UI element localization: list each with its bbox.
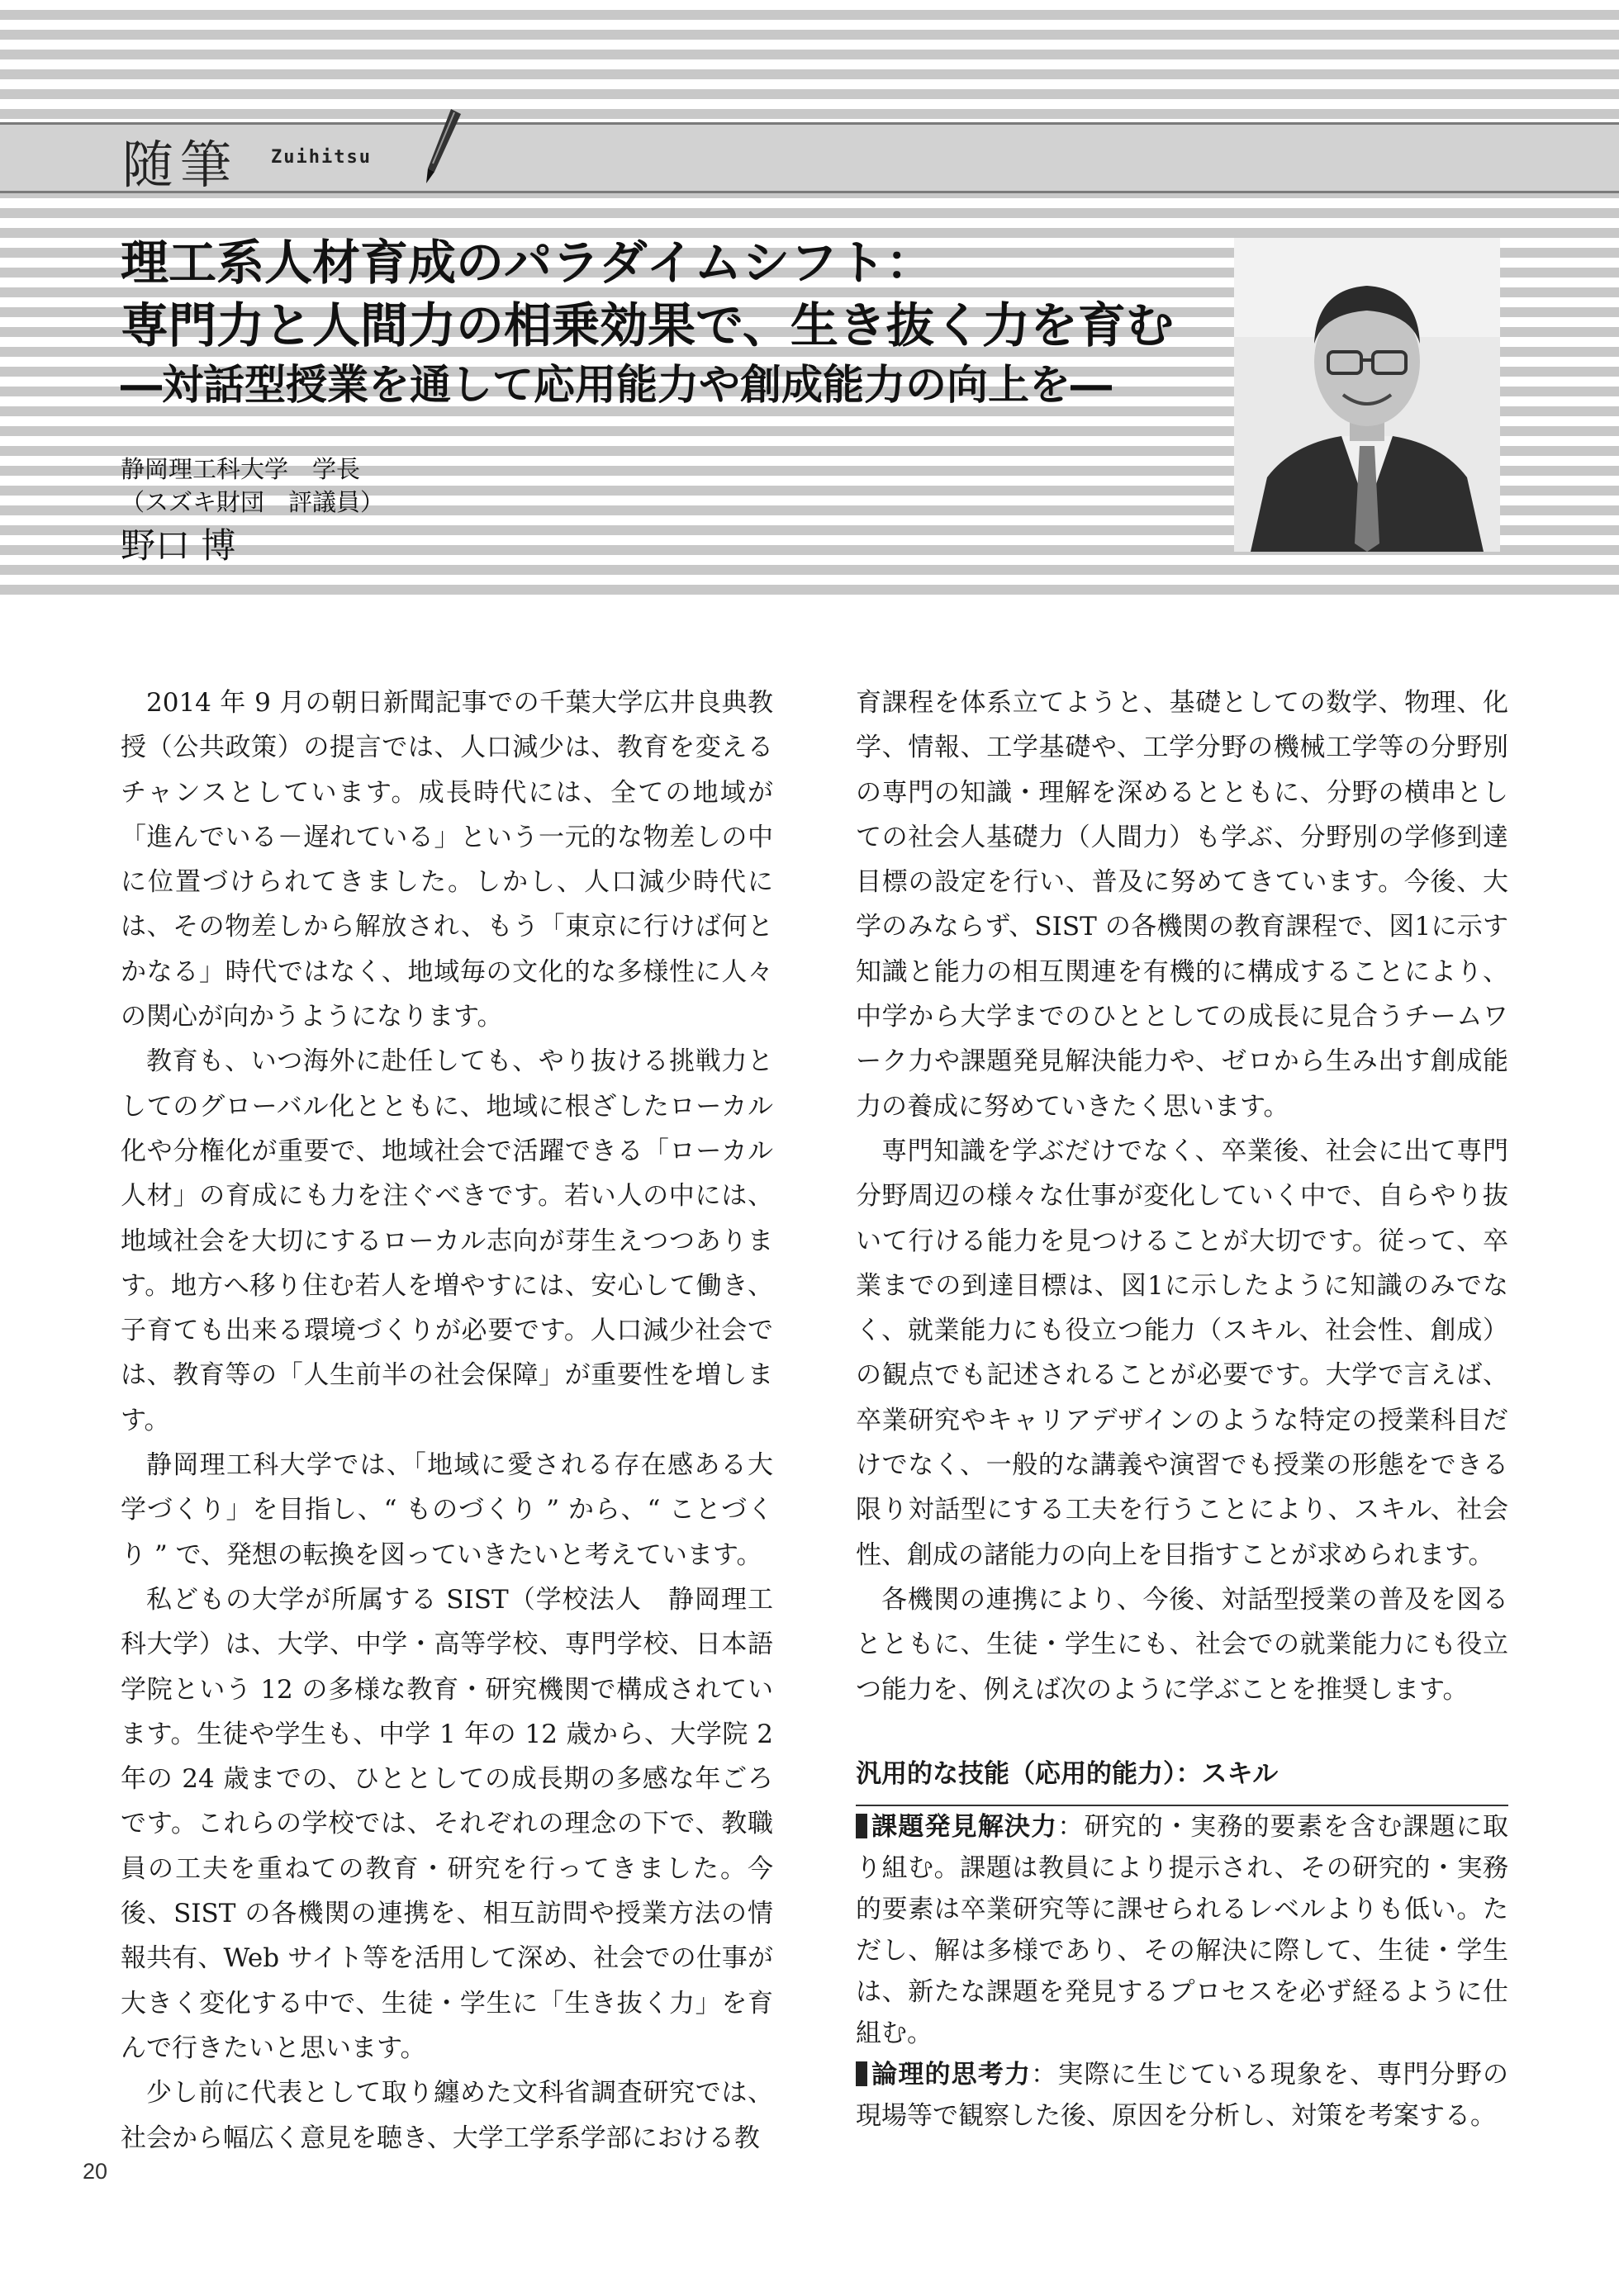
skill-item bbox=[856, 2054, 1508, 2137]
body-paragraph: 各機関の連携により、今後、対話型授業の普及を図るとともに、生徒・学生にも、社会での就業能力にも役立つ能力を、例えば次のように学ぶことを推奨します。 bbox=[856, 1584, 1508, 1705]
body-paragraph: 育課程を体系立てようと、基礎としての数学、物理、化学、情報、工学基礎や、工学分野の機械工学等の分野別の専門の知識・理解を深めるとともに、分野の横串としての社会人基礎力（人間力）も学ぶ、分野別の学修到達目標の設定を行い、普及に努めてきています。今後、大学のみならず、SIST の各機関の教育課程で、図1に示す知識と能力の相互関連を有機的に構成することにより、中学から大学までのひととしての成長に見合うチームワーク力や課題発見解決能力や、ゼロから生み出す創成能力の養成に努めていきたく思います。 bbox=[856, 688, 1508, 1122]
author-affiliation: 静岡理工科大学 学長 bbox=[121, 455, 361, 483]
body-column-left bbox=[121, 681, 773, 2161]
article-title bbox=[121, 231, 1227, 413]
skill-label: 論理的思考力 bbox=[871, 2060, 1032, 2090]
page-number: 20 bbox=[83, 2159, 108, 2184]
author-info bbox=[121, 453, 384, 570]
skill-description: ：実際に生じている現象を、専門分野の現場等で観察した後、原因を分析し、対策を考案する。 bbox=[856, 2060, 1509, 2132]
body-paragraph: 教育も、いつ海外に赴任しても、やり抜ける挑戦力としてのグローバル化とともに、地域に根ざしたローカル化や分権化が重要で、地域社会で活躍できる「ローカル人材」の育成にも力を注ぐべきです。若い人の中には、地域社会を大切にするローカル志向が芽生えつつあります。地方へ移り住む若人を増やすには、安心して働き、子育ても出来る環境づくりが必要です。人口減少社会では、教育等の「人生前半の社会保障」が重要性を増します。 bbox=[121, 1046, 773, 1435]
author-sub-affiliation: （スズキ財団 評議員） bbox=[121, 488, 385, 516]
section-label: 随筆 bbox=[122, 135, 239, 195]
bullet-square-icon bbox=[856, 1814, 867, 1838]
skill-item bbox=[856, 1806, 1508, 2054]
section-romaji: Zuihitsu bbox=[271, 147, 372, 168]
body-paragraph: 専門知識を学ぶだけでなく、卒業後、社会に出て専門分野周辺の様々な仕事が変化していく中で、自らやり抜いて行ける能力を見つけることが大切です。従って、卒業までの到達目標は、図1に示したように知識のみでなく、就業能力にも役立つ能力（スキル、社会性、創成）の観点でも記述されることが必要です。大学で言えば、卒業研究やキャリアデザインのような特定の授業科目だけでなく、一般的な講義や演習でも授業の形態をできる限り対話型にする工夫を行うことにより、スキル、社会性、創成の諸能力の向上を目指すことが求められます。 bbox=[856, 1136, 1508, 1570]
skills-heading: 汎用的な技能（応用的能力）：スキル bbox=[856, 1752, 1508, 1806]
body-paragraph: 私どもの大学が所属する SIST（学校法人 静岡理工科大学）は、大学、中学・高等学校、専門学校、日本語学院という 12 の多様な教育・研究機関で構成されています。生徒や学生も、中学 1 年の 12 歳から、大学院 2 年の 24 歳までの、ひととしての成長期の多感な年ごろです。これらの学校では、それぞれの理念の下で、教職員の工夫を重ねての教育・研究を行ってきました。今後、SIST の各機関の連携を、相互訪問や授業方法の情報共有、Web サイト等を活用して深め、社会での仕事が大きく変化する中で、生徒・学生に「生き抜く力」を育んで行きたいと思います。 bbox=[121, 1584, 773, 2063]
title-line-1: 理工系人材育成のパラダイムシフト： bbox=[121, 235, 934, 291]
header-stripes-edge bbox=[0, 596, 1619, 601]
body-column-right bbox=[856, 681, 1508, 2137]
skill-description: ：研究的・実務的要素を含む課題に取り組む。課題は教員により提示され、その研究的・実務的要素は卒業研究等に課せられるレベルよりも低い。ただし、解は多様であり、その解決に際して、生徒・学生は、新たな課題を発見するプロセスを必ず経るように仕組む。 bbox=[856, 1812, 1509, 2049]
body-paragraph: 2014 年 9 月の朝日新聞記事での千葉大学広井良典教授（公共政策）の提言では、人口減少は、教育を変えるチャンスとしています。成長時代には、全ての地域が「進んでいる－遅れている」という一元的な物差しの中に位置づけられてきました。しかし、人口減少時代には、その物差しから解放され、もう「東京に行けば何とかなる」時代ではなく、地域毎の文化的な多様性に人々の関心が向かうようになります。 bbox=[121, 688, 773, 1032]
fountain-pen-icon bbox=[413, 106, 466, 185]
bullet-square-icon bbox=[856, 2061, 867, 2086]
author-photo bbox=[1234, 238, 1500, 552]
author-name: 野口 博 bbox=[121, 525, 236, 566]
article-subtitle: ―対話型授業を通して応用能力や創成能力の向上を― bbox=[121, 361, 1112, 409]
title-line-2: 専門力と人間力の相乗効果で、生き抜く力を育む bbox=[121, 297, 1174, 353]
body-paragraph: 少し前に代表として取り纏めた文科省調査研究では、社会から幅広く意見を聴き、大学工学系学部における教 bbox=[121, 2078, 773, 2153]
body-paragraph: 静岡理工科大学では、「地域に愛される存在感ある大学づくり」を目指し、“ ものづくり ” から、“ ことづくり ” で、発想の転換を図っていきたいと考えています。 bbox=[121, 1450, 773, 1570]
section-bar bbox=[0, 122, 1619, 193]
skill-label: 課題発見解決力 bbox=[871, 1812, 1058, 1843]
